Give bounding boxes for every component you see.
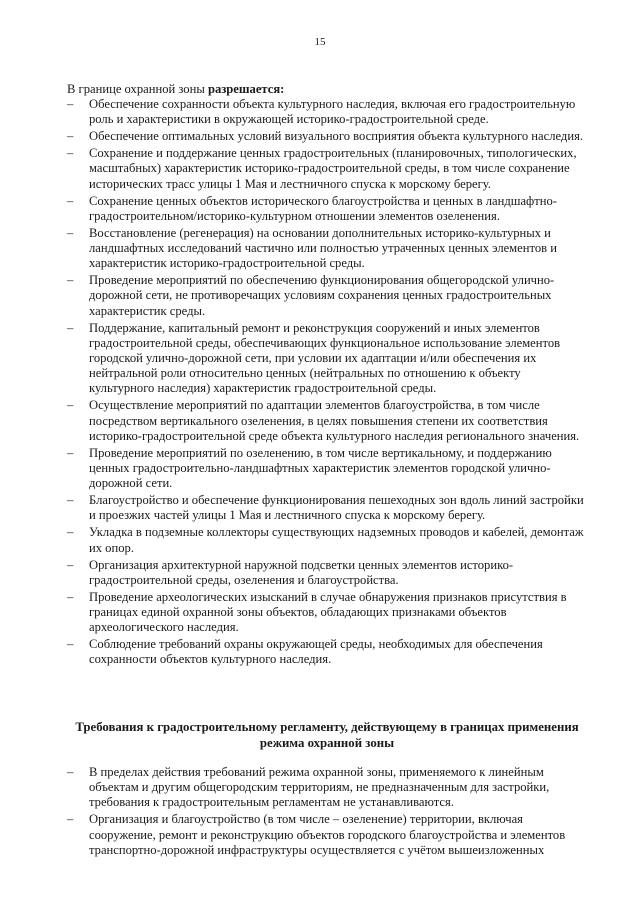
list-item xyxy=(67,765,587,811)
list-item-text: Осуществление мероприятий по адаптации элементов благоустройства, в том числе посредством вертикального озеленения, в целях повышения степени их соответствия историко-градостроительной среде объекта культурного наследия регионального значения. xyxy=(89,398,580,443)
bullet-dash: – xyxy=(67,812,74,827)
list-item xyxy=(67,493,587,523)
regulation-list xyxy=(67,765,587,860)
list-item-text: Поддержание, капитальный ремонт и реконструкция сооружений и иных элементов градостроительной среды, обеспечивающих функциональное использование элементов городской улично-дорожной сети, при условии их адаптации и/или обеспечения их нейтральной роли относительно ценных (нейтральных по отношению к объекту культурного наследия) характеристик градостроительной среды. xyxy=(89,320,561,396)
bullet-dash: – xyxy=(67,589,74,604)
list-item-text: Проведение мероприятий по обеспечению функционирования общегородской улично-дорожной сети, не противоречащих условиям сохранения ценных градостроительных характеристик среды. xyxy=(89,273,555,318)
intro-emphasis: разрешается: xyxy=(207,82,285,96)
list-item xyxy=(67,590,587,636)
bullet-dash: – xyxy=(67,146,74,161)
list-item-text: В пределах действия требований режима охранной зоны, применяемого к линейным объектам и другим общегородским территориям, не предназначенным для застройки, требования к градостроительным регламентам не устанавливаются. xyxy=(89,765,550,810)
list-item-text: Соблюдение требований охраны окружающей среды, необходимых для обеспечения сохранности объектов культурного наследия. xyxy=(89,637,543,667)
bullet-dash: – xyxy=(67,765,74,779)
list-item xyxy=(67,637,587,667)
list-item xyxy=(67,525,587,555)
bullet-dash: – xyxy=(67,225,74,240)
list-item-text: Обеспечение оптимальных условий визуального восприятия объекта культурного наследия. xyxy=(89,129,584,144)
list-item xyxy=(67,129,587,144)
bullet-dash: – xyxy=(67,129,74,144)
bullet-dash: – xyxy=(67,493,74,508)
bullet-dash: – xyxy=(67,193,74,208)
permitted-intro xyxy=(67,81,587,97)
list-item-text: Восстановление (регенерация) на основании дополнительных историко-культурных и ландшафтных исследований частично или полностью утраченных ценных элементов и характеристик историко-градостроительной среды. xyxy=(89,225,557,271)
list-item xyxy=(67,321,587,397)
list-item xyxy=(67,812,587,858)
list-item xyxy=(67,146,587,192)
list-item-text: Укладка в подземные коллекторы существующих надземных проводов и кабелей, демонтаж их опор. xyxy=(89,525,584,555)
list-item-text: Благоустройство и обеспечение функционирования пешеходных зон вдоль линий застройки и проезжих частей улицы 1 Мая и лестничного спуска к морскому берегу. xyxy=(89,493,584,523)
page-number: 15 xyxy=(314,36,326,48)
list-item xyxy=(67,273,587,319)
list-item xyxy=(67,226,587,272)
bullet-dash: – xyxy=(67,445,74,460)
list-item xyxy=(67,558,587,588)
bullet-dash: – xyxy=(67,97,74,111)
bullet-dash: – xyxy=(67,320,74,335)
permitted-list xyxy=(67,97,587,669)
list-item-text: Сохранение ценных объектов исторического благоустройства и ценных в ландшафтно-градостроительном/историко-культурном отношении элементов озеленения. xyxy=(89,193,557,223)
bullet-dash: – xyxy=(67,273,74,288)
list-item-text: Сохранение и поддержание ценных градостроительных (планировочных, типологических, масштабных) характеристик историко-градостроительной среды, в том числе сохранение исторических трасс улицы 1 Мая и лестничного спуска к морскому берегу. xyxy=(89,146,577,191)
list-item-text: Организация и благоустройство (в том числе – озеленение) территории, включая сооружение, ремонт и реконструкцию объектов городского благоустройства и элементов транспортно-дорожной инфраструктуры осуществляется с учётом вышеизложенных xyxy=(89,812,566,857)
list-item-text: Проведение археологических изысканий в случае обнаружения признаков присутствия в границах единой охранной зоны объектов, обладающих признаками объектов археологического наследия. xyxy=(89,589,567,635)
bullet-dash: – xyxy=(67,525,74,540)
list-item xyxy=(67,398,587,444)
bullet-dash: – xyxy=(67,637,74,652)
intro-prefix: В границе охранной зоны xyxy=(67,82,208,96)
list-item xyxy=(67,446,587,492)
list-item-text: Проведение мероприятий по озеленению, в том числе вертикальному, и поддержанию ценных градостроительно-ландшафтных характеристик элементов городской улично-дорожной сети. xyxy=(89,445,552,491)
section-heading: Требования к градостроительному регламенту, действующему в границах применения режима охранной зоны xyxy=(75,720,579,750)
list-item xyxy=(67,194,587,224)
list-item-text: Обеспечение сохранности объекта культурного наследия, включая его градостроительную роль и характеристики в окружающей историко-градостроительной среде. xyxy=(89,97,576,127)
bullet-dash: – xyxy=(67,557,74,572)
bullet-dash: – xyxy=(67,398,74,413)
list-item xyxy=(67,97,587,127)
list-item-text: Организация архитектурной наружной подсветки ценных элементов историко-градостроительной среды, озеленения и благоустройства. xyxy=(89,557,514,587)
